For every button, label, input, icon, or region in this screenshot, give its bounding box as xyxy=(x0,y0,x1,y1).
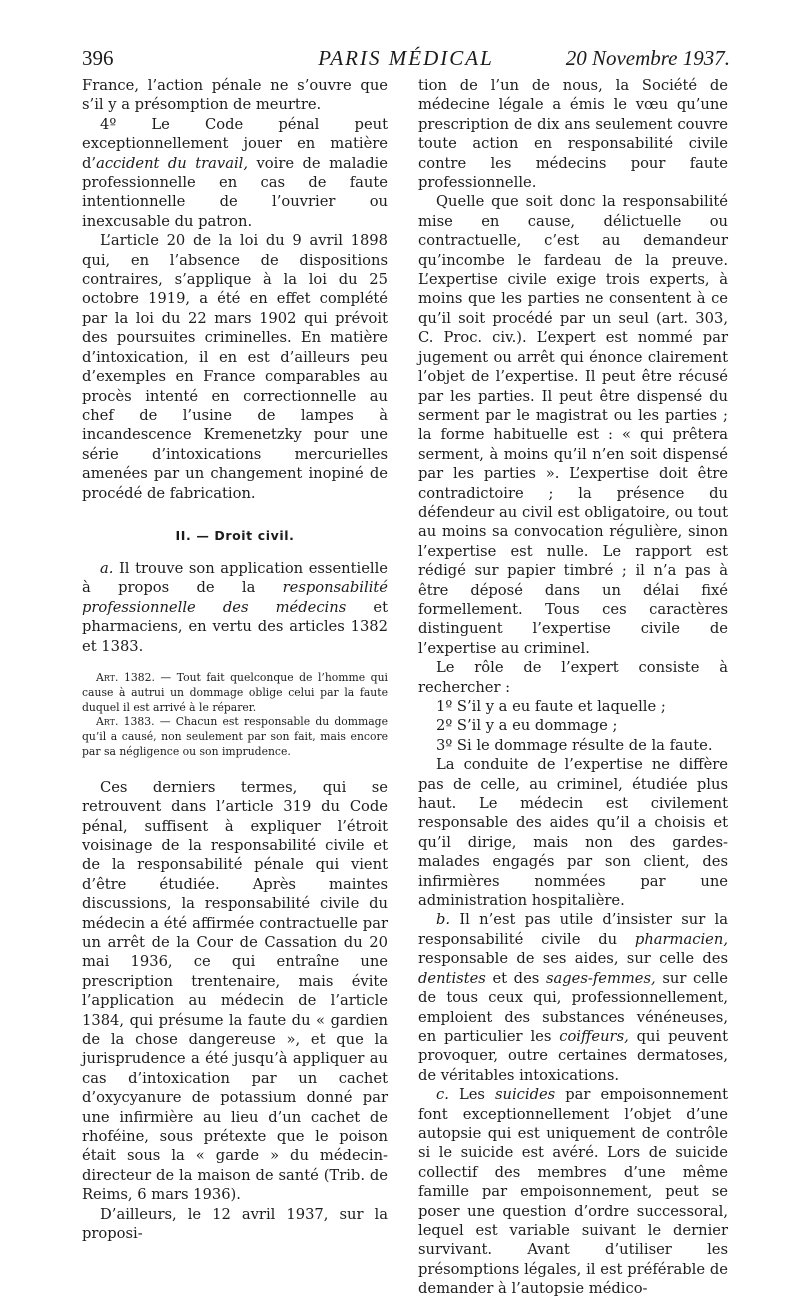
page-number: 396 xyxy=(82,46,114,70)
paragraph: 4º Le Code pénal peut exceptionnellement jouer en matière d’accident du travail, voire de maladie professionnelle en cas de faute intentionnelle de l’ouvrier ou inexcusable du patron. xyxy=(82,115,388,230)
list-item: 3º Si le dommage résulte de la faute. xyxy=(436,736,713,754)
paragraph: La conduite de l’expertise ne diffère pas de celle, au criminel, étudiée plus haut. Le médecin est civilement responsable des aides qu’il a choisis et qu’il dirige, mais non des gardes-malades engagés par son client, des infirmières nommées par une administration hospitalière. xyxy=(418,756,728,910)
paragraph: c. Les suicides par empoisonnement font exceptionnellement l’objet d’une autopsie qui est uniquement de contrôle si le suicide est avéré. Lors de suicide collectif des membres d’une même famille par empoisonnement, peut se poser une question d’ordre successoral, lequel est variable suivant le dernier survivant. Avant d’utiliser les présomptions légales, il est préférable de demander à l’autopsie médico- xyxy=(418,1086,728,1298)
paragraph: b. Il n’est pas utile d’insister sur la responsabilité civile du pharmacien, responsable de ses aides, sur celle des dentistes et des sages-femmes, sur celle de tous ceux qui, professionnellement, emploient des substances vénéneuses, en particulier les coiffeurs, qui peuvent provoquer, outre certaines dermatoses, de véritables intoxications. xyxy=(418,911,728,1084)
paragraph: L’article 20 de la loi du 9 avril 1898 qui, en l’absence de dispositions contraires, s’applique à la loi du 25 octobre 1919, a été en effet complété par la loi du 22 mars 1902 qui prévoit des poursuites criminelles. En matière d’intoxication, il en est d’ailleurs peu d’exemples en France comparables au procès intenté en correctionnelle au chef de l’usine de lampes à incandescence Kremenetzky pour une série d’intoxications mercurielles amenées par un changement inopiné de procédé de fabrication. xyxy=(82,232,388,502)
list-item: 1º S’il y a eu faute et laquelle ; xyxy=(436,698,666,715)
legal-quotations xyxy=(82,671,388,760)
paragraph: Ces derniers termes, qui se retrouvent dans l’article 319 du Code pénal, suffisent à expliquer l’étroit voisinage de la responsabilité civile et de la responsabilité pénale qui vient d’être étudiée. Après maintes discussions, la responsabilité civile du médecin a été affirmée contractuelle par un arrêt de la Cour de Cassation du 20 mai 1936, ce qui entraîne une prescription trentenaire, mais évite l’application au médecin de l’article 1384, qui présume la faute du « gardien de la chose dangereuse », et que la jurisprudence a été jusqu’à appliquer au cas d’intoxication par un cachet d’oxycyanure de potassium donné par une infirmière au lieu d’un cachet de rhoféine, sous prétexte que le poison était sous la « garde » du médecin-directeur de la maison de santé (Trib. de Reims, 6 mars 1936). xyxy=(82,778,388,1204)
quotation-art-1383: Art. 1383. — Chacun est responsable du dommage qu’il a causé, non seulement par son fait, mais encore par sa négligence ou son imprudence. xyxy=(82,715,388,758)
paragraph: a. Il trouve son application essentielle à propos de la responsabilité professionnelle des médecins et pharmaciens, en vertu des articles 1382 et 1383. xyxy=(82,559,389,655)
right-column xyxy=(418,76,728,1298)
list-item: 2º S’il y a eu dommage ; xyxy=(436,717,618,735)
page-header xyxy=(82,44,730,72)
paragraph: France, l’action pénale ne s’ouvre que s’il y a présomption de meurtre. xyxy=(82,77,388,114)
paragraph: D’ailleurs, le 12 avril 1937, sur la proposi- xyxy=(82,1205,388,1243)
left-column xyxy=(82,76,389,1243)
paragraph: Quelle que soit donc la responsabilité mise en cause, délictuelle ou contractuelle, c’est au demandeur qu’incombe le fardeau de la preuve. L’expertise civile exige trois experts, à moins que les parties ne consentent à ce qu’il soit procédé par un seul (art. 303, C. Proc. civ.). L’expert est nommé par jugement ou arrêt qui énonce clairement l’objet de l’expertise. Il peut être récusé par les parties. Il peut être dispensé du serment par le magistrat ou les parties ; la forme habituelle est : « qui prêtera serment, à moins qu’il n’en soit dispensé par les parties ». L’expertise doit être contradictoire ; la présence du défendeur au civil est obligatoire, ou tout au moins sa convocation régulière, sinon l’expertise est nulle. Le rapport est rédigé sur papier timbré ; il n’a pas à être déposé dans un délai fixé formellement. Tous ces caractères distinguent l’expertise civile de l’expertise au criminel. xyxy=(418,193,728,657)
paragraph: tion de l’un de nous, la Société de médecine légale a émis le vœu qu’une prescription de dix ans seulement couvre toute action en responsabilité civile contre les médecins pour faute professionnelle. xyxy=(418,77,728,192)
quotation-art-1382: Art. 1382. — Tout fait quelconque de l’homme qui cause à autrui un dommage oblige celui par la faute duquel il est arrivé à le réparer. xyxy=(82,670,388,714)
paragraph: Le rôle de l’expert consiste à rechercher : xyxy=(418,659,728,696)
journal-title: PARIS MÉDICAL xyxy=(318,46,494,70)
section-heading: II. — Droit civil. xyxy=(175,527,295,543)
issue-date: 20 Novembre 1937. xyxy=(565,46,730,70)
